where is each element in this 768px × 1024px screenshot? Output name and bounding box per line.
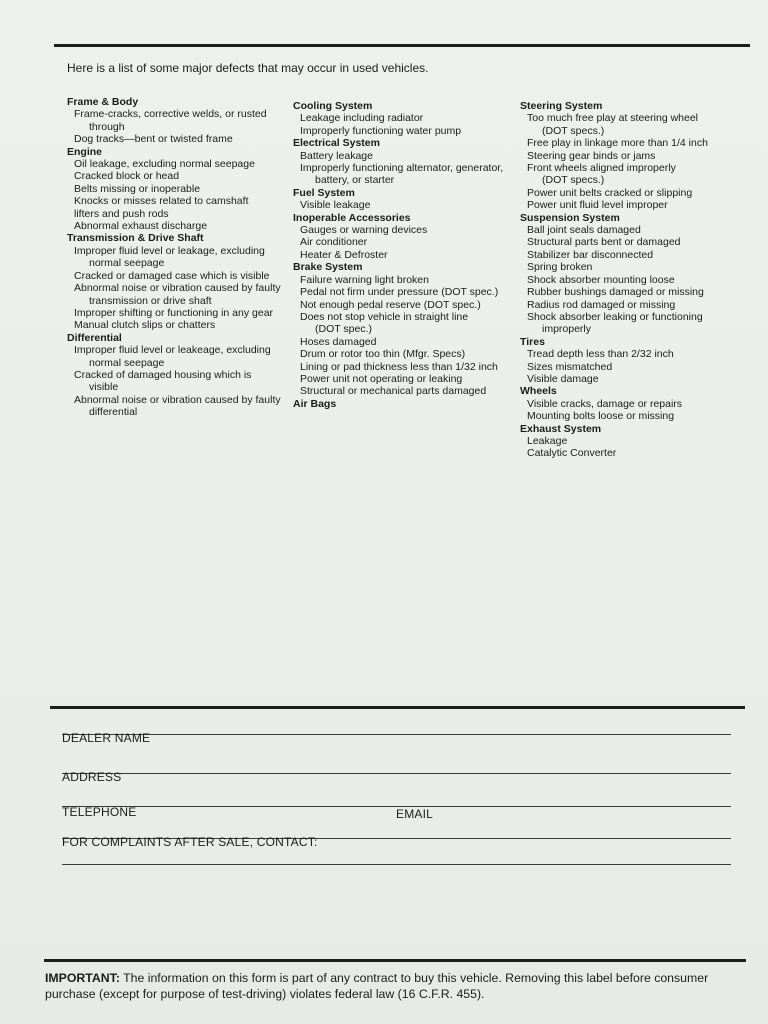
defect-section — [67, 96, 287, 146]
defect-item-text: Catalytic Converter — [527, 447, 617, 460]
defect-item-text: Failure warning light broken — [300, 273, 429, 286]
defect-item-text: Lining or pad thickness less than 1/32 inch — [300, 360, 498, 373]
defect-item-text: Shock absorber leaking or functioning — [527, 310, 703, 323]
defect-item-text: Front wheels aligned improperly — [527, 162, 676, 175]
defect-item — [67, 245, 287, 270]
defect-item — [293, 348, 513, 360]
defect-section — [293, 212, 513, 262]
defect-item-continuation: (DOT spec.) — [315, 323, 372, 336]
important-text: The information on this form is part of any contract to buy this vehicle. Removing this label before consumer purchase (except for purpose of test-driving) violates federal law (16 C.F.R. 455). — [45, 971, 709, 1001]
defect-section-heading: Engine — [67, 145, 103, 158]
defect-item — [520, 361, 740, 373]
defect-item — [67, 220, 287, 232]
defect-item-text: Belts missing or inoperable — [74, 182, 201, 195]
defect-item-text: Shock absorber mounting loose — [527, 273, 675, 286]
defect-item-text: Improper shifting or functioning in any gear — [74, 306, 274, 319]
defect-item — [293, 373, 513, 385]
defect-section — [67, 146, 287, 233]
defect-section-heading: Steering System — [520, 100, 603, 112]
important-label: IMPORTANT: — [45, 971, 120, 985]
defect-item-text: Improper fluid level or leakage, excluding — [74, 244, 265, 257]
dealer-section-rule — [50, 706, 745, 709]
defect-section — [67, 232, 287, 331]
defect-item — [293, 336, 513, 348]
defect-item — [520, 261, 740, 273]
defect-item — [293, 385, 513, 397]
defect-item — [293, 224, 513, 236]
defect-item-text: Steering gear binds or jams — [527, 149, 656, 162]
defect-item — [520, 199, 740, 211]
defect-item-continuation: battery, or starter — [315, 174, 395, 187]
defect-item-text: Power unit belts cracked or slipping — [527, 186, 693, 199]
defect-section — [520, 385, 740, 422]
defect-section — [293, 187, 513, 212]
defect-item-text: Visible leakage — [300, 199, 371, 212]
defect-item-text: Abnormal noise or vibration caused by faulty — [74, 282, 281, 295]
defect-item — [520, 435, 740, 447]
defect-item-text: Sizes mismatched — [527, 360, 613, 373]
defect-section — [293, 398, 513, 410]
defect-item-continuation: improperly — [542, 323, 592, 336]
defect-item — [293, 286, 513, 298]
defect-item — [520, 410, 740, 422]
defect-item-text: Does not stop vehicle in straight line — [300, 310, 469, 323]
defect-item-text: Leakage — [527, 434, 568, 447]
defect-item-text: Abnormal exhaust discharge — [74, 220, 208, 233]
defect-item-text: Heater & Defroster — [300, 248, 388, 261]
defect-item-text: Rubber bushings damaged or missing — [527, 286, 704, 299]
defect-item-text: Dog tracks—bent or twisted frame — [74, 133, 233, 146]
defect-item-text: Radius rod damaged or missing — [527, 298, 676, 311]
defects-column-2 — [293, 100, 513, 410]
defect-item-text: Cracked block or head — [74, 170, 180, 183]
defect-item — [67, 282, 287, 307]
defect-item-text: Ball joint seals damaged — [527, 224, 641, 237]
defect-item-text: Free play in linkage more than 1/4 inch — [527, 137, 708, 150]
defect-item-text: Hoses damaged — [300, 335, 377, 348]
defect-item-text: Power unit not operating or leaking — [300, 372, 463, 385]
defect-item-text: Tread depth less than 2/32 inch — [527, 348, 674, 361]
defect-item — [520, 299, 740, 311]
defect-item-text: Pedal not firm under pressure (DOT spec.) — [300, 286, 499, 299]
defect-item — [293, 311, 513, 336]
defect-item — [293, 125, 513, 137]
defect-item — [520, 373, 740, 385]
defect-item-text: Stabilizer bar disconnected — [527, 248, 654, 261]
defect-section-heading: Differential — [67, 331, 122, 344]
defect-section-heading: Inoperable Accessories — [293, 211, 411, 224]
defect-section-heading: Electrical System — [293, 137, 380, 150]
defect-item-text: Knocks or misses related to camshaft — [74, 195, 249, 208]
defect-item-continuation: transmission or drive shaft — [89, 294, 212, 307]
defect-item — [520, 224, 740, 236]
defect-item-continuation: through — [89, 120, 125, 133]
defect-item-text: Cracked or damaged case which is visible — [74, 269, 270, 282]
dealer-name-label: DEALER NAME — [62, 731, 151, 745]
defect-item — [293, 112, 513, 124]
address-line[interactable] — [62, 773, 731, 774]
defect-section-heading: Frame & Body — [67, 96, 139, 108]
important-rule — [44, 959, 746, 962]
defect-item — [67, 344, 287, 369]
defect-item — [520, 311, 740, 336]
defect-item — [293, 361, 513, 373]
defect-item — [293, 249, 513, 261]
defect-item — [293, 162, 513, 187]
defect-item — [67, 183, 287, 195]
email-label: EMAIL — [396, 807, 434, 821]
defect-item — [67, 133, 287, 145]
defect-item-continuation: (DOT specs.) — [542, 124, 605, 137]
defect-item-text: Oil leakage, excluding normal seepage — [74, 158, 255, 171]
defect-item — [67, 319, 287, 331]
defect-item-text: Structural parts bent or damaged — [527, 236, 681, 249]
defect-item — [520, 348, 740, 360]
defect-item-text: Improperly functioning alternator, generator, — [300, 162, 504, 175]
defect-item — [520, 137, 740, 149]
defect-section-heading: Brake System — [293, 261, 363, 274]
defect-item-continuation: normal seepage — [89, 356, 165, 369]
defect-item-text: Visible cracks, damage or repairs — [527, 397, 683, 410]
defect-item — [293, 299, 513, 311]
defect-item-text: Drum or rotor too thin (Mfgr. Specs) — [300, 348, 466, 361]
important-notice — [45, 971, 735, 1002]
defect-item-continuation: (DOT specs.) — [542, 174, 605, 187]
defect-item — [520, 447, 740, 459]
defect-item-text: Improper fluid level or leakeage, excluding — [74, 344, 271, 357]
address-label: ADDRESS — [62, 770, 122, 784]
defect-section — [67, 332, 287, 419]
defect-section-heading: Suspension System — [520, 211, 620, 224]
defect-item — [520, 398, 740, 410]
defect-item-text: Manual clutch slips or chatters — [74, 319, 216, 332]
defect-item — [67, 195, 287, 207]
defect-section-heading: Fuel System — [293, 186, 355, 199]
defect-item-continuation: visible — [89, 381, 119, 394]
defect-item-text: Too much free play at steering wheel — [527, 112, 699, 125]
intro-text: Here is a list of some major defects that may occur in used vehicles. — [67, 61, 429, 75]
defect-item-text: Not enough pedal reserve (DOT spec.) — [300, 298, 481, 311]
defect-section — [520, 423, 740, 460]
defect-item-text: Structural or mechanical parts damaged — [300, 385, 487, 398]
defect-item — [67, 208, 287, 220]
defect-item — [293, 236, 513, 248]
defect-section — [293, 100, 513, 137]
defect-item-continuation: differential — [89, 406, 138, 419]
defect-section-heading: Exhaust System — [520, 422, 602, 435]
defect-section-heading: Tires — [520, 335, 545, 348]
defect-item — [67, 307, 287, 319]
defect-item-text: Leakage including radiator — [300, 112, 424, 125]
defect-item — [67, 369, 287, 394]
defect-item — [520, 286, 740, 298]
defect-item — [67, 394, 287, 419]
defect-section — [520, 336, 740, 386]
defect-item-text: Visible damage — [527, 372, 599, 385]
defect-section-heading: Transmission & Drive Shaft — [67, 232, 204, 245]
defect-item — [520, 274, 740, 286]
defect-item-text: Power unit fluid level improper — [527, 199, 668, 212]
defect-item — [293, 150, 513, 162]
complaints-contact-line[interactable] — [62, 864, 731, 865]
defects-column-3 — [520, 100, 740, 460]
defect-item-text: Gauges or warning devices — [300, 224, 428, 237]
defect-item-text: Mounting bolts loose or missing — [527, 410, 675, 423]
telephone-label: TELEPHONE — [62, 805, 137, 819]
defect-item-text: Spring broken — [527, 261, 593, 274]
defect-section-heading: Cooling System — [293, 100, 373, 112]
defect-item — [520, 150, 740, 162]
dealer-name-line — [62, 734, 731, 735]
defect-item — [520, 112, 740, 137]
defect-item-continuation: normal seepage — [89, 257, 165, 270]
defect-item — [67, 108, 287, 133]
defect-item-text: lifters and push rods — [74, 207, 169, 220]
defect-item — [67, 158, 287, 170]
defect-item-text: Cracked of damaged housing which is — [74, 368, 252, 381]
defect-section — [293, 261, 513, 397]
defect-item-text: Battery leakage — [300, 149, 373, 162]
defect-section — [520, 212, 740, 336]
defect-item-text: Air conditioner — [300, 236, 368, 249]
defect-section — [520, 100, 740, 212]
defect-item — [67, 170, 287, 182]
defect-item-text: Improperly functioning water pump — [300, 124, 462, 137]
defect-item — [520, 162, 740, 187]
defect-item — [67, 270, 287, 282]
defect-item-text: Frame-cracks, corrective welds, or rusted — [74, 108, 267, 121]
defect-item — [520, 249, 740, 261]
defect-item — [520, 236, 740, 248]
top-rule — [54, 44, 750, 47]
defect-section-heading: Air Bags — [293, 397, 337, 410]
defect-item — [293, 199, 513, 211]
defect-section-heading: Wheels — [520, 385, 557, 398]
defects-column-1 — [67, 96, 287, 419]
defect-item — [520, 187, 740, 199]
defect-section — [293, 137, 513, 187]
defect-item — [293, 274, 513, 286]
complaints-contact-label: FOR COMPLAINTS AFTER SALE, CONTACT: — [62, 835, 318, 849]
defect-item-text: Abnormal noise or vibration caused by faulty — [74, 393, 281, 406]
